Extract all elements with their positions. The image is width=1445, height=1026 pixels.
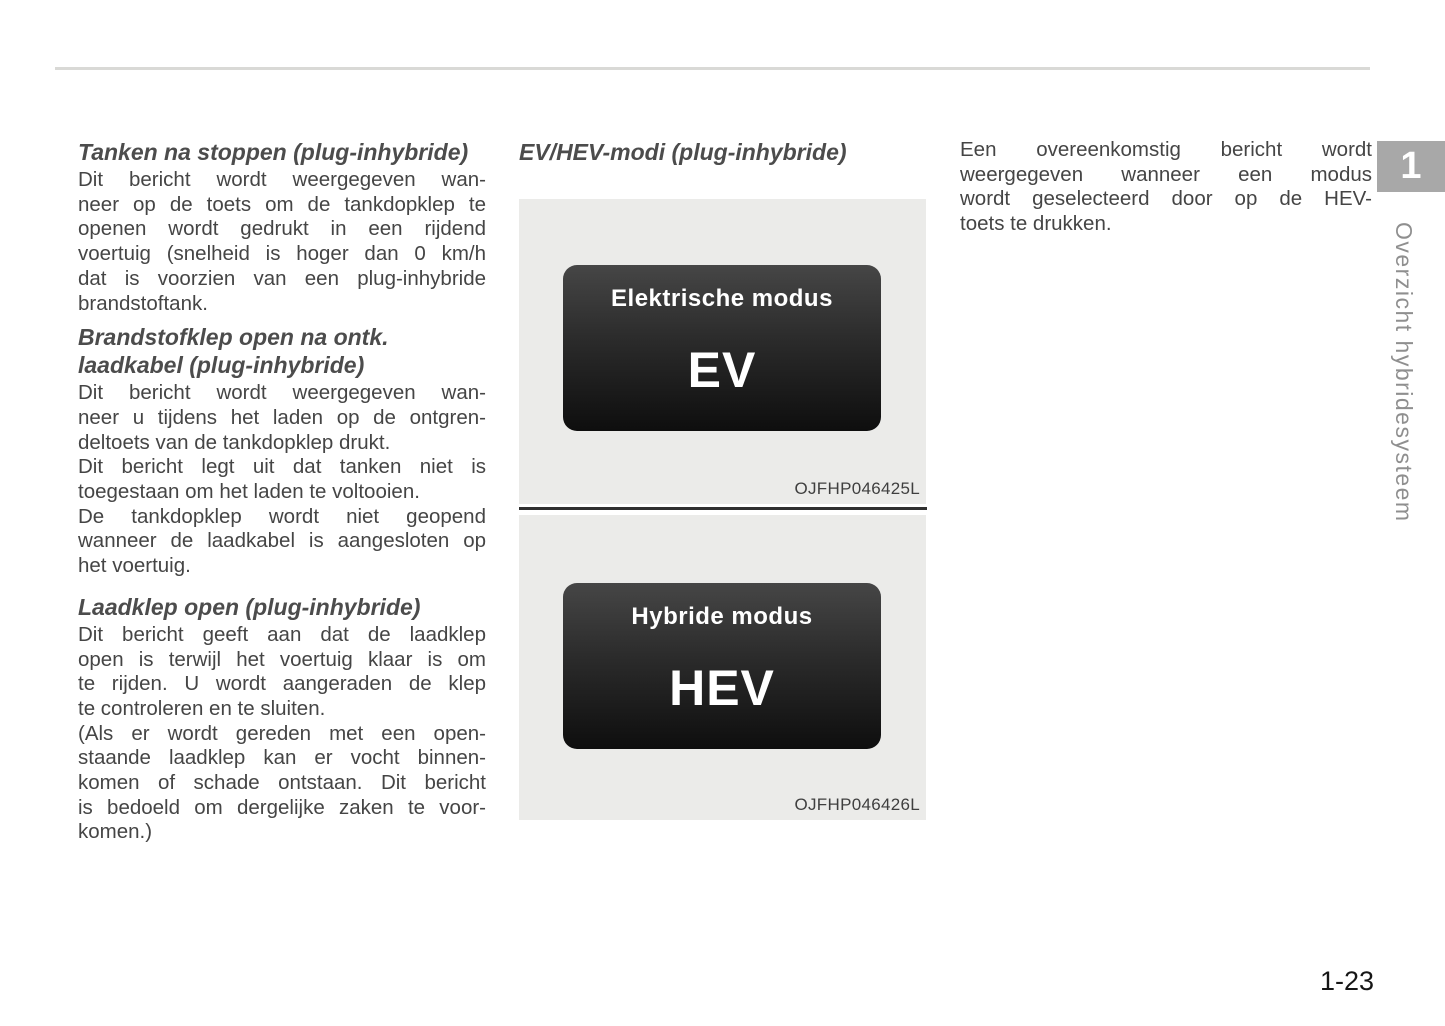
middle-column — [519, 138, 927, 820]
display-mode-label: HEV — [669, 660, 775, 716]
section-heading: Tanken na stoppen (plug-inhybride) — [78, 139, 469, 165]
section-heading: Brandstofklep open na ontk. laadkabel (plug-inhybride) — [78, 324, 389, 379]
display-mode-label: EV — [687, 342, 757, 398]
figure-hev-mode — [519, 515, 926, 820]
header-rule — [55, 67, 1370, 70]
chapter-vertical-label: Overzicht hybridesysteem — [1391, 222, 1417, 523]
section-heading-ev-hev-modi: EV/HEV-modi (plug-inhybride) — [519, 139, 847, 165]
cluster-display — [563, 583, 881, 749]
chapter-tab: 1 — [1377, 141, 1445, 192]
cluster-display — [563, 265, 881, 431]
right-column — [960, 138, 1372, 237]
section-tanken-na-stoppen — [78, 138, 486, 316]
page-number: 1-23 — [1319, 966, 1375, 996]
body-paragraph: Dit bericht wordt weergegeven wan- neer op de toets om de tankdopklep te openen wordt gedrukt in een rijdend voertuig (snelheid is hoger dan 0 km/h dat is voorzien van een plug-inhybride brandstoftank. — [78, 168, 486, 315]
body-paragraph: (Als er wordt gereden met een open- staande laadklep kan er vocht binnen- komen of schade ontstaan. Dit bericht is bedoeld om dergelijke zaken te voor- komen.) — [78, 721, 486, 844]
body-paragraph: Dit bericht wordt weergegeven wan- neer u tijdens het laden op de ontgren- deltoets van de tankdopklep drukt. — [78, 381, 486, 454]
section-brandstofklep-open — [78, 323, 486, 579]
figure-caption: OJFHP046426L — [794, 795, 920, 814]
body-paragraph: De tankdopklep wordt niet geopend wanneer de laadkabel is aangesloten op het voertuig. — [78, 504, 486, 578]
section-laadklep-open — [78, 593, 486, 845]
section-heading: Laadklep open (plug-inhybride) — [78, 593, 421, 620]
display-mode-title: Hybride modus — [631, 603, 813, 630]
body-paragraph: Een overeenkomstig bericht wordt weergegeven wanneer een modus wordt geselecteerd door op de HEV- toets te drukken. — [960, 138, 1372, 236]
left-column — [78, 138, 486, 845]
figure-ev-mode — [519, 199, 926, 504]
display-mode-title: Elektrische modus — [611, 285, 833, 312]
body-paragraph: Dit bericht geeft aan dat de laadklep open is terwijl het voertuig klaar is om te rijden. U wordt aangeraden de klep te controleren en te sluiten. — [78, 622, 486, 720]
figure-separator — [519, 507, 927, 510]
figure-caption: OJFHP046425L — [794, 479, 920, 498]
body-paragraph: Dit bericht legt uit dat tanken niet is toegestaan om het laden te voltooien. — [78, 455, 486, 504]
